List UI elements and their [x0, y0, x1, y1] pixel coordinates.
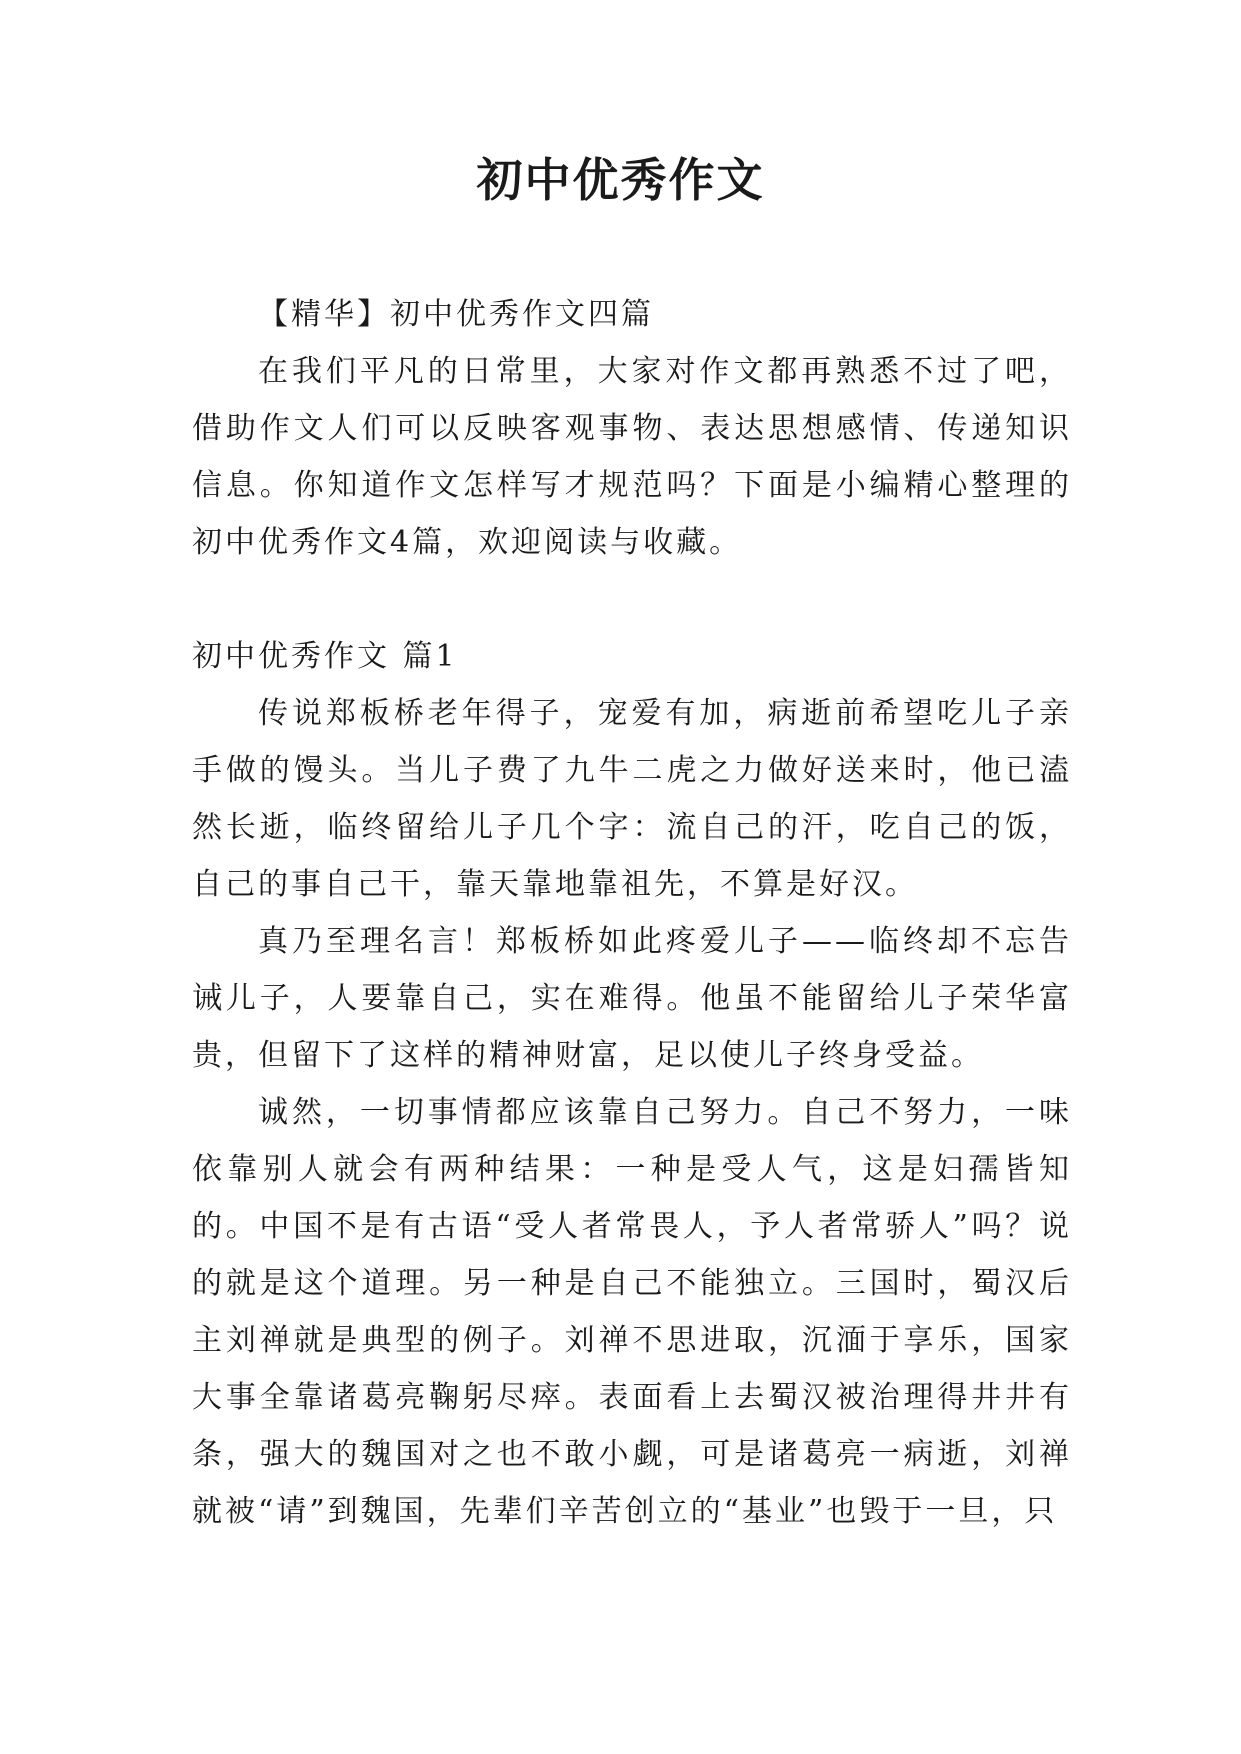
- body-paragraph: 真乃至理名言！郑板桥如此疼爱儿子——临终却不忘告诫儿子，人要靠自己，实在难得。他虽不能留给儿子荣华富贵，但留下了这样的精神财富，足以使儿子终身受益。: [192, 924, 1072, 1073]
- section-gap: [192, 571, 1072, 628]
- intro-paragraph: 在我们平凡的日常里，大家对作文都再熟悉不过了吧，借助作文人们可以反映客观事物、表达思想感情、传递知识信息。你知道作文怎样写才规范吗？下面是小编精心整理的初中优秀作文4篇，欢迎阅读与收藏。: [192, 354, 1072, 560]
- body-paragraph: 诚然，一切事情都应该靠自己努力。自己不努力，一味依靠别人就会有两种结果：一种是受人气，这是妇孺皆知的。中国不是有古语“受人者常畏人，予人者常骄人”吗？说的就是这个道理。另一种是自己不能独立。三国时，蜀汉后主刘禅就是典型的例子。刘禅不思进取，沉湎于享乐，国家大事全靠诸葛亮鞠躬尽瘁。表面看上去蜀汉被治理得井井有条，强大的魏国对之也不敢小觑，可是诸葛亮一病逝，刘禅就被“请”到魏国，先辈们辛苦创立的“基业”也毁于一旦，只: [192, 1095, 1072, 1529]
- document-title: 初中优秀作文: [476, 153, 765, 207]
- lead-heading: 【精华】初中优秀作文四篇: [258, 297, 654, 332]
- document-body: [192, 286, 1072, 1540]
- body-paragraph: 传说郑板桥老年得子，宠爱有加，病逝前希望吃儿子亲手做的馒头。当儿子费了九牛二虎之力做好送来时，他已溘然长逝，临终留给儿子几个字：流自己的汗，吃自己的饭，自己的事自己干，靠天靠地靠祖先，不算是好汉。: [192, 696, 1072, 902]
- section-heading: 初中优秀作文 篇1: [192, 639, 458, 674]
